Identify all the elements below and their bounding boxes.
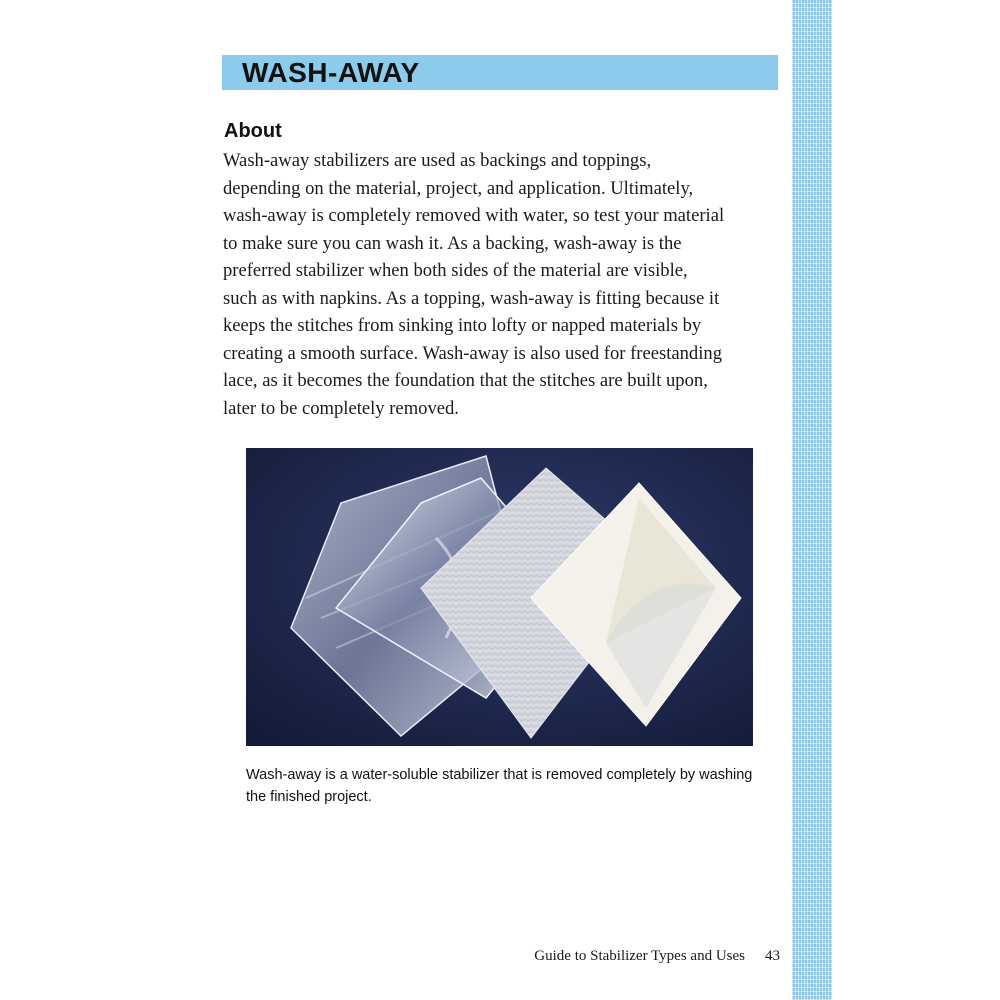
photo-caption [246, 764, 766, 808]
paragraph-line: later to be completely removed. [223, 397, 459, 419]
paragraph-line: depending on the material, project, and application. Ultimately, [223, 177, 694, 199]
paragraph-line: such as with napkins. As a topping, wash-away is fitting because it [223, 287, 720, 309]
page-number: 43 [765, 948, 780, 964]
paragraph-line: Wash-away stabilizers are used as backings and toppings, [223, 150, 652, 171]
decorative-side-strip [792, 0, 832, 1000]
page-footer [534, 948, 780, 965]
paragraph-line: lace, as it becomes the foundation that the stitches are built upon, [223, 370, 708, 391]
paragraph-line: creating a smooth surface. Wash-away is also used for freestanding [223, 342, 722, 364]
paragraph-line: preferred stabilizer when both sides of the material are visible, [223, 260, 688, 281]
caption-line: Wash-away is a water-soluble stabilizer that is removed completely by washing [246, 767, 753, 783]
running-title: Guide to Stabilizer Types and Uses [534, 948, 745, 964]
section-header-band [222, 55, 778, 90]
paragraph-line: keeps the stitches from sinking into lofty or napped materials by [223, 315, 702, 336]
paragraph-line: wash-away is completely removed with water, so test your material [223, 205, 725, 226]
caption-line: the finished project. [246, 789, 372, 805]
about-heading: About [224, 120, 282, 142]
paragraph-line: to make sure you can wash it. As a backing, wash-away is the [223, 232, 682, 254]
about-paragraph [223, 147, 783, 422]
section-title: WASH-AWAY [242, 56, 420, 88]
stabilizer-samples-photo [246, 448, 753, 746]
